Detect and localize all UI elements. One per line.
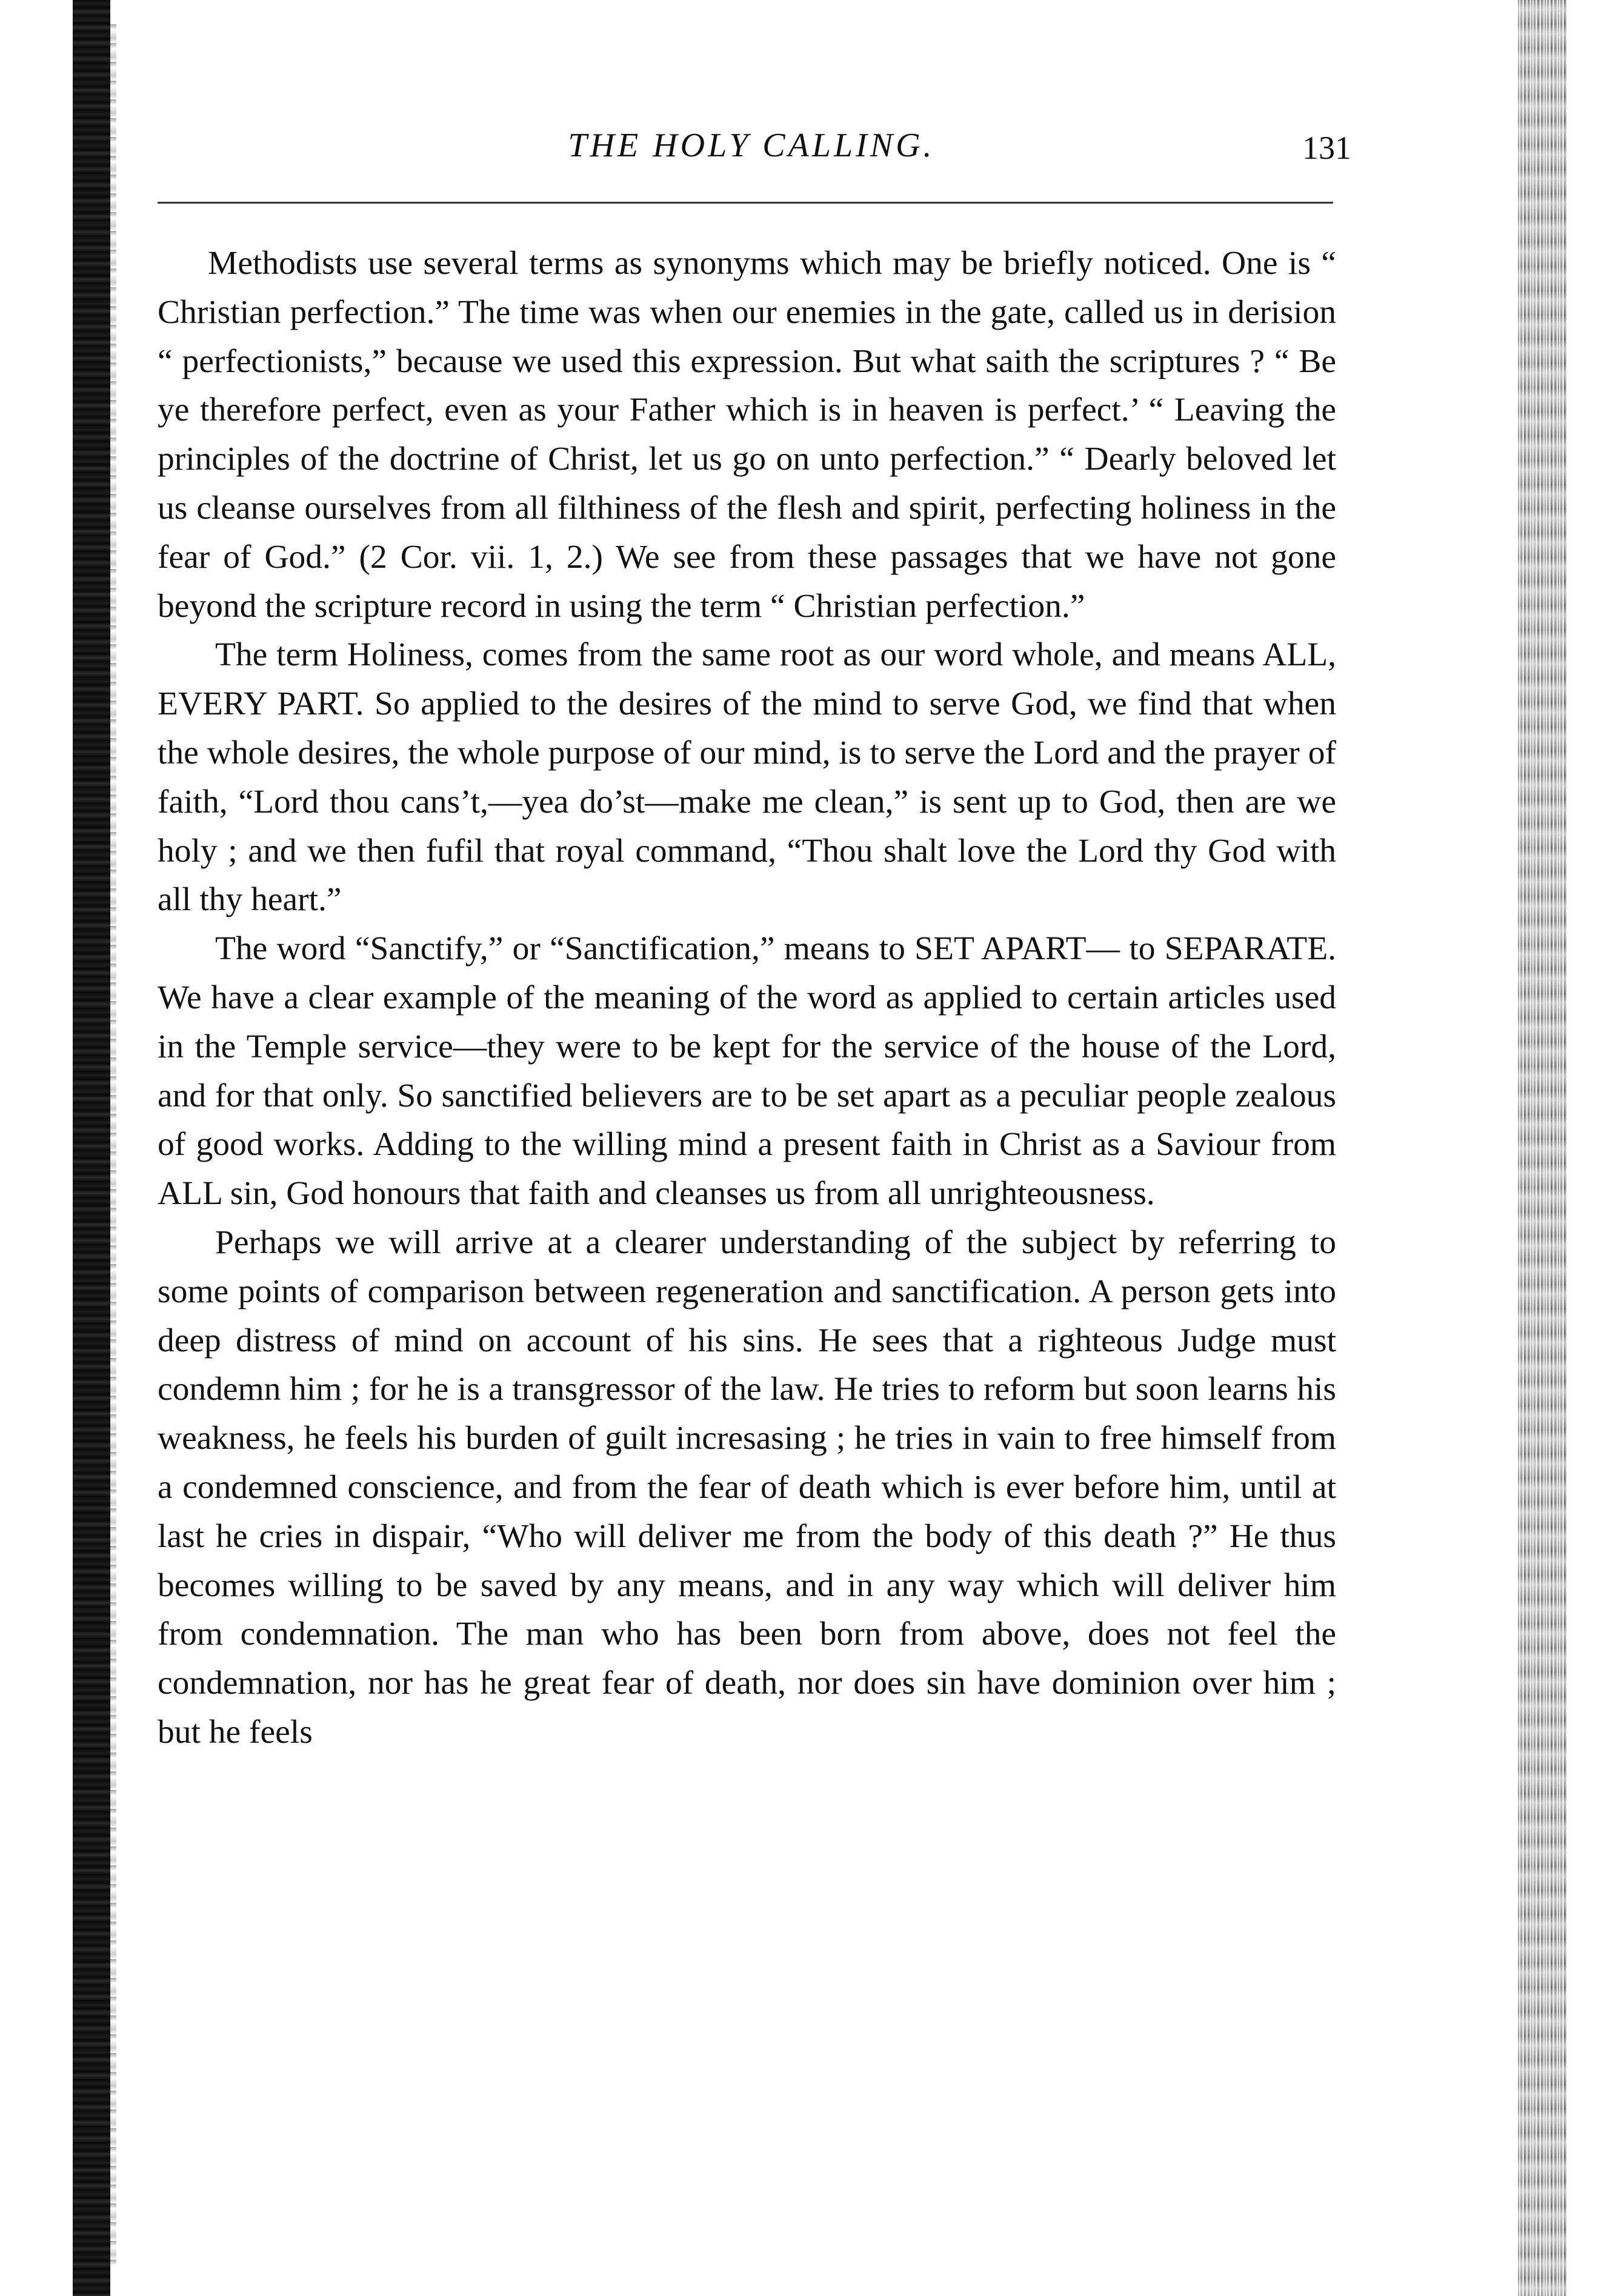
paragraph-sanctification: The word “Sanctify,” or “Sanctification,” means to SET APART— to SEPARATE. We have a clear example of the meaning of the word as applied to certain articles used in the Temple service—they were to be kept for the service of the house of the Lord, and for that only. So sanctified believers are to be set apart as a peculiar people zealous of good works. Adding to the willing mind a present faith in Christ as a Saviour from ALL sin, God honours that faith and cleanses us from all unrighteousness.	[158, 930, 1336, 1213]
binding-shadow-left	[110, 24, 116, 2266]
paragraph-holiness: The term Holiness, comes from the same root as our word whole, and means ALL, EVERY PART. So applied to the desires of the mind to serve God, we find that when the whole desires, the whole purpose of our mind, is to serve the Lord and the prayer of faith, “Lord thou cans’t,—yea do’st—make me clean,” is sent up to God, then are we holy ; and we then fufil that royal command, “Thou shalt love the Lord thy God with all thy heart.”	[158, 636, 1336, 919]
paragraph-christian-perfection: Methodists use several terms as synonyms which may be briefly noticed. One is “ Christian perfection.” The time was when our enemies in the gate, called us in derision “ perfectionists,” because we used this expression. But what saith the scriptures ? “ Be ye therefore perfect, even as your Father which is in heaven is perfect.’ “ Leaving the principles of the doctrine of Christ, let us go on unto perfection.” “ Dearly beloved let us cleanse ourselves from all filthiness of the flesh and spirit, perfecting holiness in the fear of God.” (2 Cor. vii. 1, 2.) We see from these passages that we have not gone beyond the scripture record in using the term “ Christian perfection.”	[158, 245, 1336, 625]
page-number: 131	[1302, 130, 1351, 166]
body-text	[158, 239, 1336, 1757]
binding-edge-left	[73, 0, 110, 2296]
page-edge-right-shade	[1518, 0, 1566, 2296]
running-header	[158, 121, 1351, 170]
header-rule	[158, 202, 1333, 204]
running-title: THE HOLY CALLING.	[568, 127, 935, 164]
paragraph-regeneration-comparison: Perhaps we will arrive at a clearer understanding of the subject by referring to some points of comparison between regeneration and sanctification. A person gets into deep distress of mind on account of his sins. He sees that a righteous Judge must condemn him ; for he is a transgressor of the law. He tries to reform but soon learns his weakness, he feels his burden of guilt incresasing ; he tries in vain to free himself from a condemned conscience, and from the fear of death which is ever before him, until at last he cries in dispair, “Who will deliver me from the body of this death ?” He thus becomes willing to be saved by any means, and in any way which will deliver him from condemnation. The man who has been born from above, does not feel the condemnation, nor has he great fear of death, nor does sin have dominion over him ; but he feels	[158, 1223, 1336, 1751]
